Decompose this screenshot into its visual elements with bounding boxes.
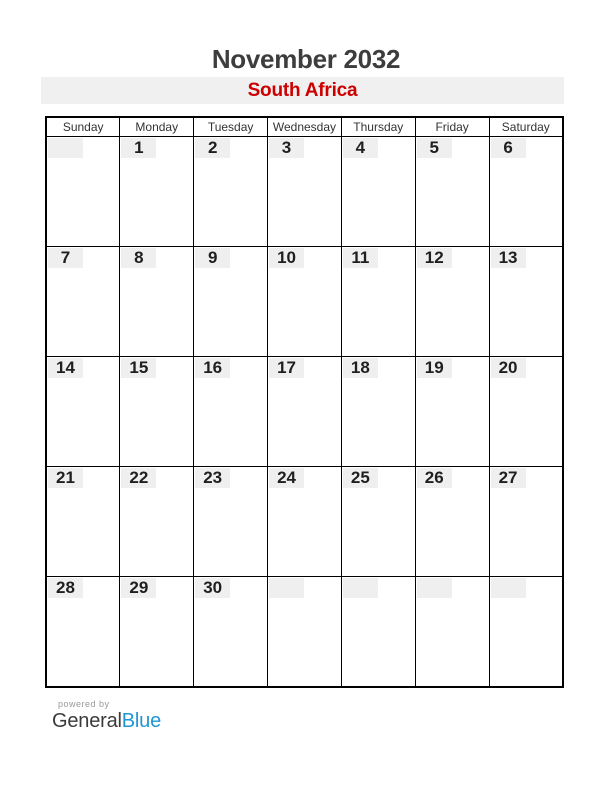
- date-box: [417, 578, 452, 598]
- day-cell: [46, 137, 120, 247]
- date-box: 8: [121, 248, 156, 268]
- week-row: [46, 577, 563, 688]
- day-cell: [489, 247, 563, 357]
- date-box: 1: [121, 138, 156, 158]
- date-box: 28: [48, 578, 83, 598]
- date-box: 13: [491, 248, 526, 268]
- date-box: 14: [48, 358, 83, 378]
- week-row: [46, 247, 563, 357]
- date-box: 10: [269, 248, 304, 268]
- weekday-header-thursday: Thursday: [341, 117, 415, 137]
- date-box: 18: [343, 358, 378, 378]
- date-box: 20: [491, 358, 526, 378]
- calendar-grid: [45, 116, 564, 688]
- date-box: 15: [121, 358, 156, 378]
- page-title: November 2032: [211, 44, 401, 74]
- date-box: 26: [417, 468, 452, 488]
- day-cell: [341, 467, 415, 577]
- weekday-header-tuesday: Tuesday: [194, 117, 268, 137]
- country-label: South Africa: [247, 80, 358, 101]
- day-cell: [341, 577, 415, 688]
- weekday-header-row: [46, 117, 563, 137]
- day-cell: [415, 357, 489, 467]
- week-row: [46, 137, 563, 247]
- day-cell: [489, 137, 563, 247]
- date-box: 19: [417, 358, 452, 378]
- day-cell: [268, 137, 342, 247]
- day-cell: [194, 357, 268, 467]
- day-cell: [194, 467, 268, 577]
- date-box: 23: [195, 468, 230, 488]
- date-box: 27: [491, 468, 526, 488]
- date-box: 30: [195, 578, 230, 598]
- day-cell: [341, 137, 415, 247]
- day-cell: [268, 467, 342, 577]
- day-cell: [194, 247, 268, 357]
- generalblue-logo: [52, 709, 161, 733]
- date-box: [269, 578, 304, 598]
- date-box: 9: [195, 248, 230, 268]
- day-cell: [120, 357, 194, 467]
- date-box: 29: [121, 578, 156, 598]
- weekday-header-sunday: Sunday: [46, 117, 120, 137]
- day-cell: [120, 467, 194, 577]
- brand-blue-text: Blue: [121, 710, 161, 732]
- date-box: [343, 578, 378, 598]
- day-cell: [268, 577, 342, 688]
- day-cell: [268, 247, 342, 357]
- day-cell: [415, 467, 489, 577]
- date-box: 17: [269, 358, 304, 378]
- day-cell: [489, 357, 563, 467]
- date-box: [491, 578, 526, 598]
- day-cell: [120, 247, 194, 357]
- country-band: [41, 77, 564, 104]
- date-box: 7: [48, 248, 83, 268]
- day-cell: [46, 357, 120, 467]
- day-cell: [341, 247, 415, 357]
- day-cell: [120, 577, 194, 688]
- date-box: 21: [48, 468, 83, 488]
- day-cell: [46, 247, 120, 357]
- day-cell: [268, 357, 342, 467]
- date-box: 16: [195, 358, 230, 378]
- day-cell: [415, 247, 489, 357]
- date-box: 12: [417, 248, 452, 268]
- date-box: 24: [269, 468, 304, 488]
- day-cell: [489, 467, 563, 577]
- day-cell: [489, 577, 563, 688]
- week-row: [46, 467, 563, 577]
- date-box: 25: [343, 468, 378, 488]
- date-box: 22: [121, 468, 156, 488]
- date-box: 4: [343, 138, 378, 158]
- day-cell: [46, 467, 120, 577]
- weekday-header-wednesday: Wednesday: [268, 117, 342, 137]
- weekday-header-monday: Monday: [120, 117, 194, 137]
- date-box: [48, 138, 83, 158]
- date-box: 5: [417, 138, 452, 158]
- day-cell: [46, 577, 120, 688]
- day-cell: [415, 137, 489, 247]
- date-box: 11: [343, 248, 378, 268]
- day-cell: [341, 357, 415, 467]
- weekday-header-friday: Friday: [415, 117, 489, 137]
- day-cell: [120, 137, 194, 247]
- date-box: 6: [491, 138, 526, 158]
- day-cell: [194, 577, 268, 688]
- day-cell: [194, 137, 268, 247]
- brand-general-text: General: [52, 710, 122, 732]
- powered-by-label: powered by: [58, 699, 110, 709]
- week-row: [46, 357, 563, 467]
- weekday-header-saturday: Saturday: [489, 117, 563, 137]
- date-box: 3: [269, 138, 304, 158]
- day-cell: [415, 577, 489, 688]
- date-box: 2: [195, 138, 230, 158]
